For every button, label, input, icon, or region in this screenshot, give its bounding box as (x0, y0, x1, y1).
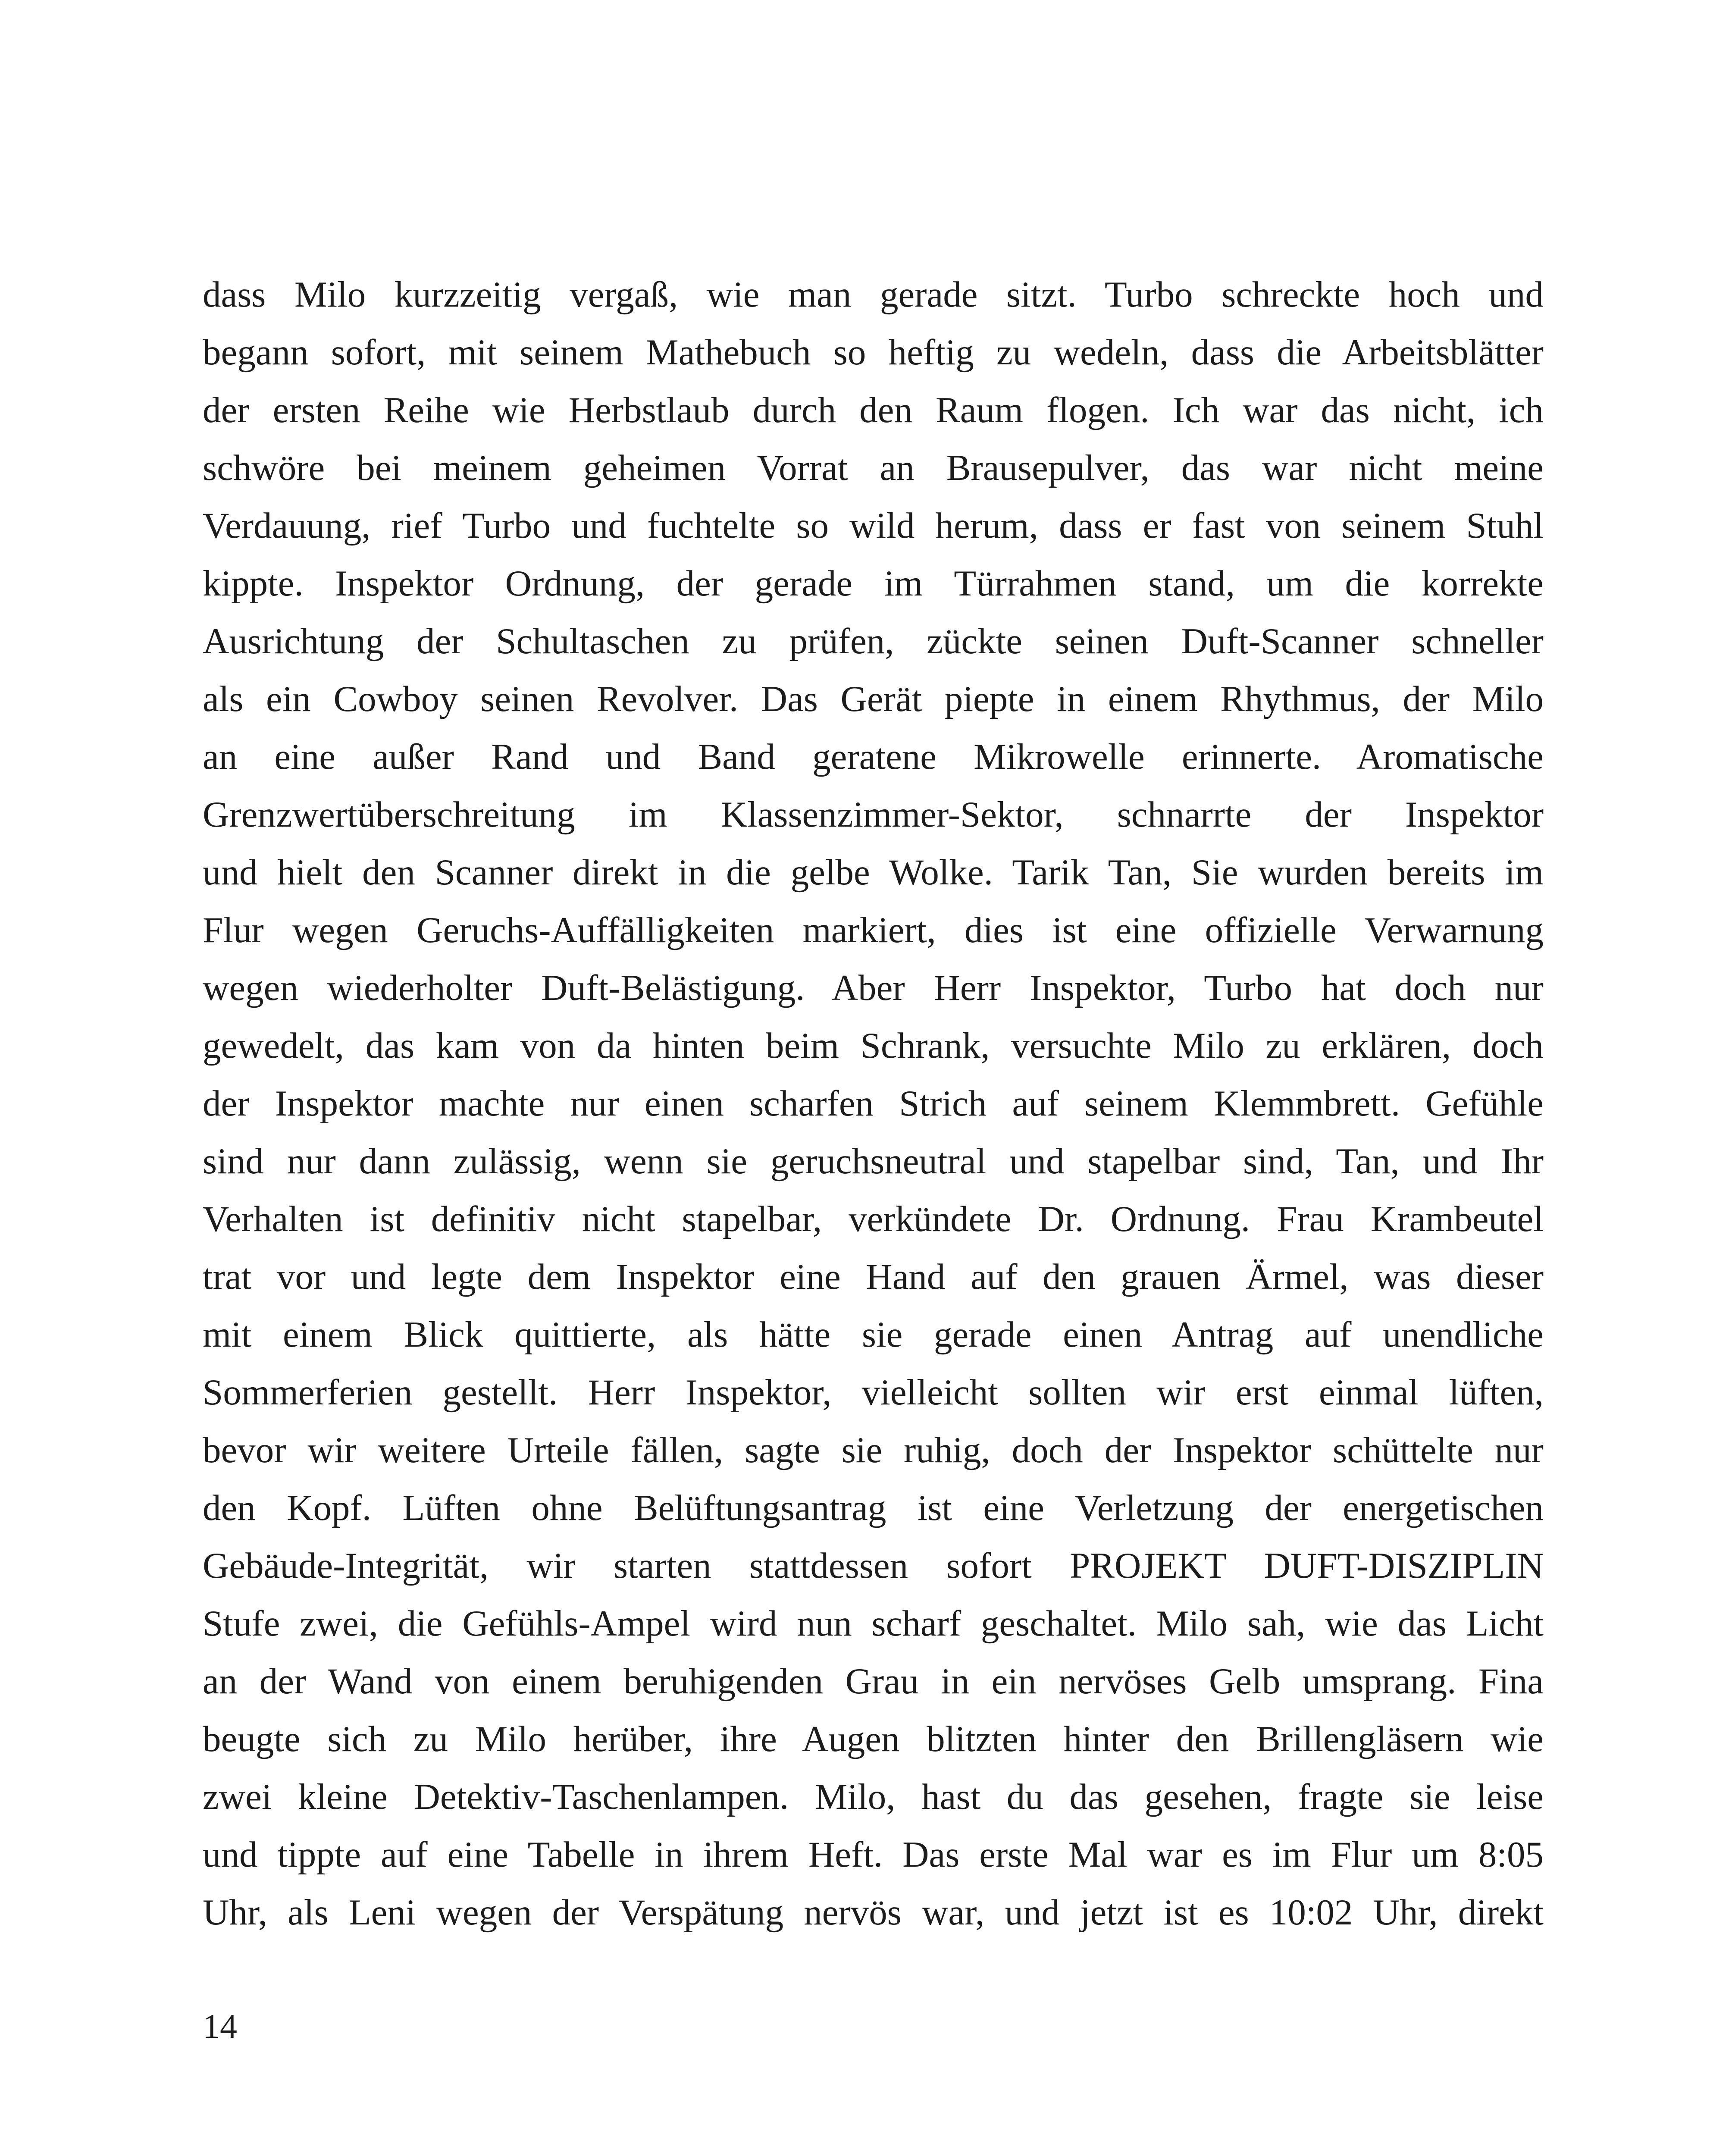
text-line: begann sofort, mit seinem Mathebuch so heftig zu wedeln, dass die Arbeitsblätter (203, 332, 1544, 373)
text-line: der ersten Reihe wie Herbstlaub durch den Raum flogen. Ich war das nicht, ich (203, 390, 1544, 430)
text-line: Verdauung, rief Turbo und fuchtelte so wild herum, dass er fast von seinem Stuhl (203, 505, 1544, 546)
text-line: als ein Cowboy seinen Revolver. Das Gerät piepte in einem Rhythmus, der Milo (203, 679, 1544, 719)
text-line: zwei kleine Detektiv-Taschenlampen. Milo, hast du das gesehen, fragte sie leise (203, 1777, 1544, 1817)
text-line: Flur wegen Geruchs-Auffälligkeiten markiert, dies ist eine offizielle Verwarnung (203, 910, 1544, 950)
text-line: mit einem Blick quittierte, als hätte sie gerade einen Antrag auf unendliche (203, 1314, 1544, 1355)
text-line: an der Wand von einem beruhigenden Grau in ein nervöses Gelb umsprang. Fina (203, 1661, 1544, 1702)
text-line: beugte sich zu Milo herüber, ihre Augen blitzten hinter den Brillengläsern wie (203, 1719, 1544, 1759)
text-line: sind nur dann zulässig, wenn sie geruchsneutral und stapelbar sind, Tan, und Ihr (203, 1141, 1544, 1181)
text-line: Gebäude-Integrität, wir starten stattdessen sofort PROJEKT DUFT-DISZIPLIN (203, 1545, 1544, 1586)
text-line: und tippte auf eine Tabelle in ihrem Heft. Das erste Mal war es im Flur um 8:05 (203, 1834, 1544, 1875)
text-line: wegen wiederholter Duft-Belästigung. Aber Herr Inspektor, Turbo hat doch nur (203, 968, 1544, 1008)
text-line: trat vor und legte dem Inspektor eine Hand auf den grauen Ärmel, was dieser (203, 1257, 1544, 1297)
text-line: gewedelt, das kam von da hinten beim Schrank, versuchte Milo zu erklären, doch (203, 1025, 1544, 1066)
body-text (203, 266, 1544, 1941)
text-line: bevor wir weitere Urteile fällen, sagte sie ruhig, doch der Inspektor schüttelte nur (203, 1430, 1544, 1470)
text-line: dass Milo kurzzeitig vergaß, wie man gerade sitzt. Turbo schreckte hoch und (203, 274, 1544, 315)
text-line: der Inspektor machte nur einen scharfen Strich auf seinem Klemmbrett. Gefühle (203, 1083, 1544, 1124)
text-line: Verhalten ist definitiv nicht stapelbar, verkündete Dr. Ordnung. Frau Krambeutel (203, 1199, 1544, 1239)
text-line: den Kopf. Lüften ohne Belüftungsantrag ist eine Verletzung der energetischen (203, 1488, 1544, 1528)
page-number: 14 (203, 2008, 237, 2046)
text-line: kippte. Inspektor Ordnung, der gerade im Türrahmen stand, um die korrekte (203, 563, 1544, 604)
text-line: Uhr, als Leni wegen der Verspätung nervös war, und jetzt ist es 10:02 Uhr, direkt (203, 1892, 1544, 1933)
text-line: Grenzwertüberschreitung im Klassenzimmer-Sektor, schnarrte der Inspektor (203, 794, 1544, 835)
text-line: Sommerferien gestellt. Herr Inspektor, vielleicht sollten wir erst einmal lüften, (203, 1372, 1544, 1413)
text-line: an eine außer Rand und Band geratene Mikrowelle erinnerte. Aromatische (203, 736, 1544, 777)
text-line: Ausrichtung der Schultaschen zu prüfen, zückte seinen Duft-Scanner schneller (203, 621, 1544, 661)
text-line: Stufe zwei, die Gefühls-Ampel wird nun scharf geschaltet. Milo sah, wie das Licht (203, 1603, 1544, 1644)
text-line: schwöre bei meinem geheimen Vorrat an Brausepulver, das war nicht meine (203, 448, 1544, 488)
text-line: und hielt den Scanner direkt in die gelbe Wolke. Tarik Tan, Sie wurden bereits im (203, 852, 1544, 893)
